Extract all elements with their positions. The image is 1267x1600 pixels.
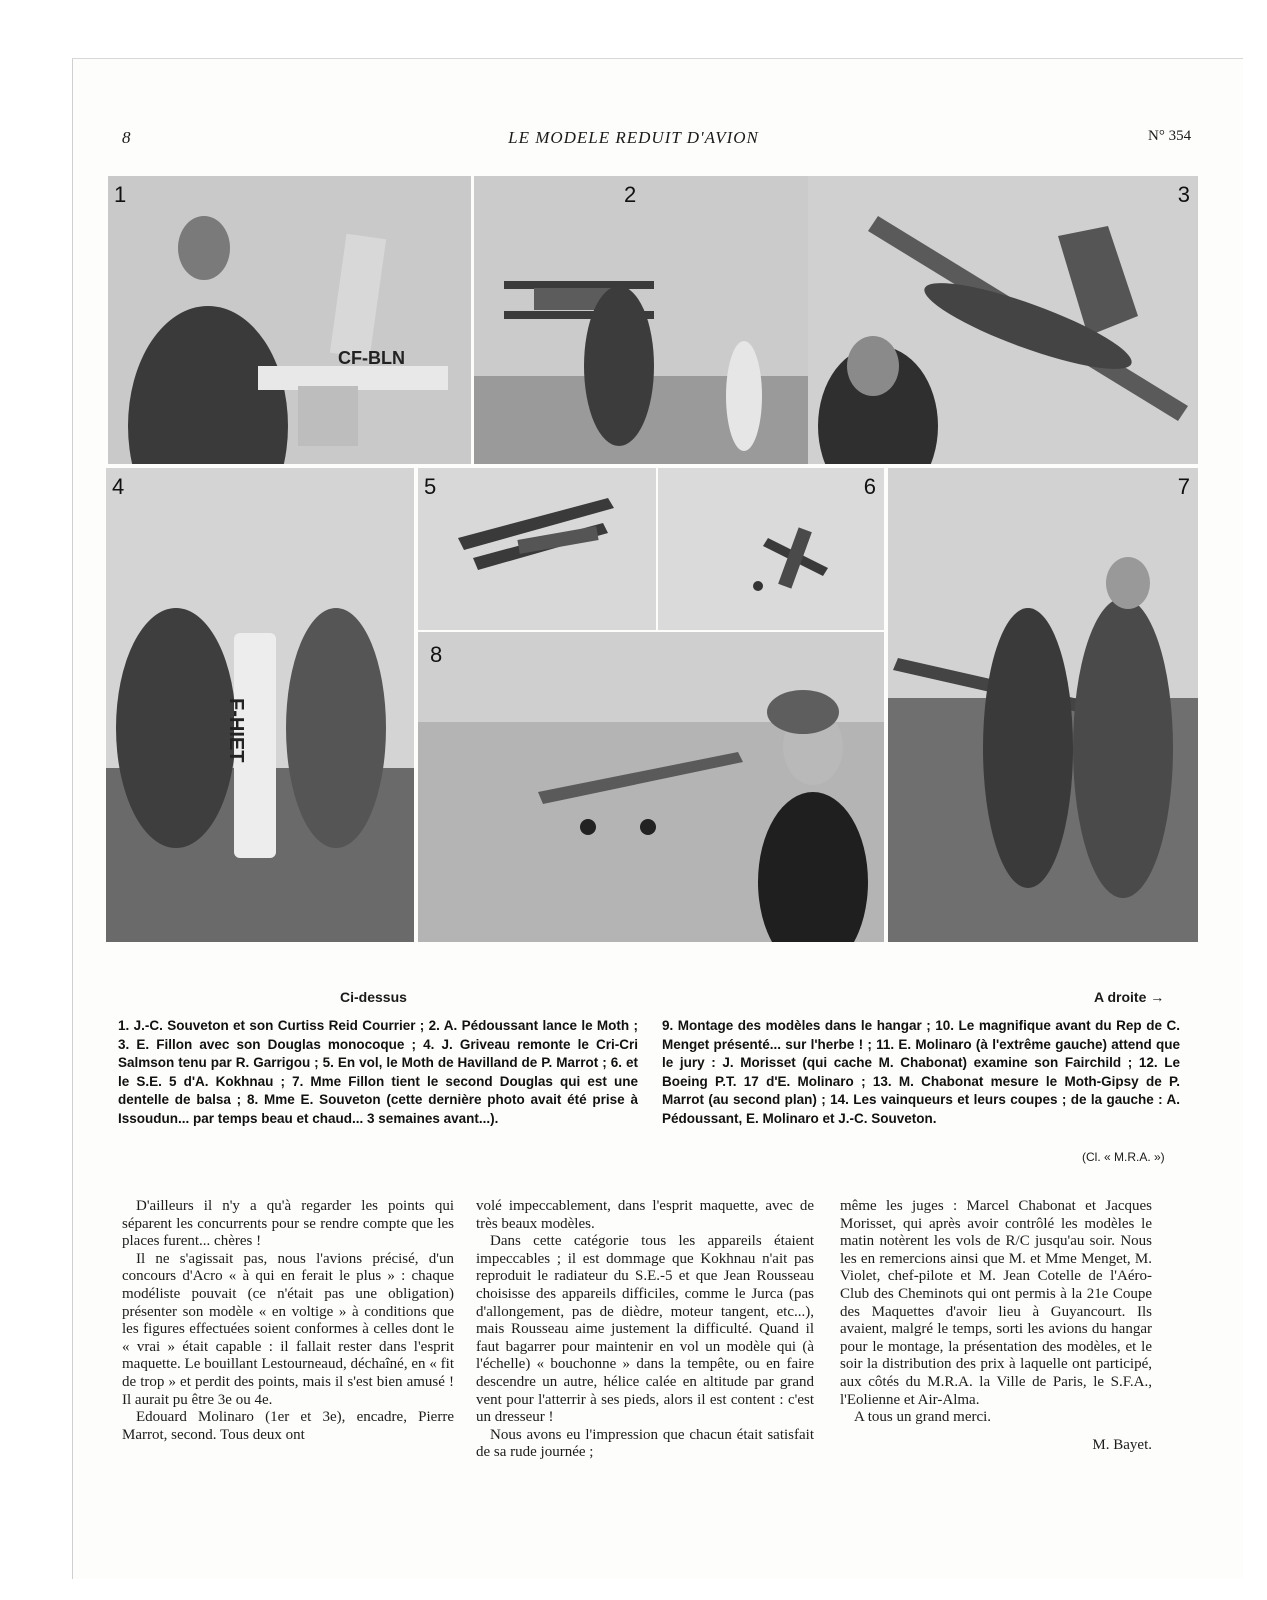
author-signature: M. Bayet. [1092,1436,1152,1453]
paragraph: Nous avons eu l'impression que chacun était satisfait de sa rude journée ; [476,1426,814,1461]
paragraph: A tous un grand merci. [854,1409,992,1426]
photo-4-number: 4 [112,474,125,499]
page-header [0,128,1267,152]
paragraph: Il ne s'agissait pas, nous l'avions précisé, d'un concours d'Acro « à qui en ferait le plus » : chaque modéliste pouvait (ce n'était pas une obligation) présenter son modèle « en voltige » à conditions que les figures effectuées soient conformes à celles dont le « vrai » était capable : il fallait rester dans l'esprit maquette. Le bouillant Lestourneaud, déchaîné, en « fit de trop » et perdit des points, mais il s'est bien amusé ! Il aurait pu être 3e ou 4e. [122,1250,454,1408]
caption-right: 9. Montage des modèles dans le hangar ; 10. Le magnifique avant du Rep de C. Menget présenté... sur l'herbe ! ; 11. E. Molinaro (à l'extrême gauche) attend que le jury : J. Morisset (qui cache M. Chabonat) examine son Fairchild ; 12. Le Boeing P.T. 17 d'E. Molinaro ; 13. M. Chabonat mesure le Moth-Gipsy de P. Marrot (au second plan) ; 14. Les vainqueurs et leurs coupes ; de la gauche : A. Pédoussant, E. Molinaro et J.-C. Souveton. [662,1018,1180,1126]
photo-credit: (Cl. « M.R.A. ») [1082,1150,1165,1164]
photo-6-image [658,468,884,630]
photo-5-number: 5 [424,474,437,499]
photo-6-number: 6 [863,474,876,499]
article-column-3 [840,1198,1152,1454]
caption-left: 1. J.-C. Souveton et son Curtiss Reid Courrier ; 2. A. Pédoussant lance le Moth ; 3. E. Fillon avec son Douglas monocoque ; 4. J. Griveau remonte le Cri-Cri Salmson tenu par R. Garrigou ; 5. En vol, le Moth de Havilland de P. Marrot ; 6. et le S.E. 5 d'A. Kokhnau ; 7. Mme Fillon tient le second Douglas qui est une dentelle de balsa ; 8. Mme E. Souveton (cette dernière photo avait été prise à Issoudun... par temps beau et chaud... 3 semaines avant...). [118,1018,638,1126]
photo-5-image [418,468,656,630]
photo-7 [888,468,1198,942]
photo-1 [108,176,471,464]
photo-4-registration: F-HIET [225,698,247,763]
caption-heading-right: A droite → [1094,989,1165,1005]
photo-7-number: 7 [1177,474,1190,499]
photo-1-registration: CF-BLN [338,348,405,368]
photo-1-image [108,176,471,464]
article-column-2 [476,1198,814,1462]
paragraph: volé impeccablement, dans l'esprit maquette, avec de très beaux modèles. [476,1198,814,1232]
photo-4 [106,468,414,942]
photo-5 [418,468,656,630]
photo-7-image [888,468,1198,942]
photo-2 [474,176,808,464]
paragraph: même les juges : Marcel Chabonat et Jacques Morisset, qui après avoir contrôlé les modèles le matin notèrent les vols de R/C jusqu'au soir. Nous les en remercions ainsi que M. et Mme Menget, M. Violet, chef-pilote et M. Jean Cotelle de l'Aéro-Club des Cheminots qui ont permis à la 21e Coupe des Maquettes d'avoir lieu à Guyancourt. Ils avaient, malgré le temps, sorti les avions du hangar pour le montage, la présentation des modèles, et le soir la distribution des prix à laquelle ont participé, aux côtés du M.R.A. la Ville de Paris, le S.F.A., l'Eolienne et Air-Alma. [840,1198,1152,1408]
photo-3-number: 3 [1177,182,1190,207]
photo-1-number: 1 [114,182,127,207]
paragraph: Edouard Molinaro (1er et 3e), encadre, Pierre Marrot, second. Tous deux ont [122,1409,454,1443]
photo-8 [418,632,884,942]
page-number: 8 [122,128,131,147]
paragraph: Dans cette catégorie tous les appareils étaient impeccables ; il est dommage que Kokhnau n'ait pas reproduit le radiateur du S.E.-5 et que Jean Rousseau choisisse des appareils difficiles, comme le Jurca (pas d'allongement, pas de dièdre, moteur tangent, etc...), mais Rousseau aime justement la difficulté. Quand il faut bagarrer pour maintenir en vol un modèle qui (à l'échelle) « bouchonne » dans la tempête, ou en faire descendre un autre, hélice calée en altitude par grand vent pour l'atterrir à ses pieds, alors il est content : c'est un dresseur ! [476,1233,814,1426]
photo-2-image [474,176,808,464]
photo-4-image [106,468,414,942]
caption-heading-left: Ci-dessus [340,989,407,1005]
photo-8-image [418,632,884,942]
photo-2-number: 2 [624,182,637,207]
paragraph: D'ailleurs il n'y a qu'à regarder les points qui séparent les concurrents pour se rendre compte que les places furent... chères ! [122,1198,454,1250]
photo-6 [658,468,884,630]
photo-3-image [808,176,1198,464]
magazine-title: LE MODELE REDUIT D'AVION [508,128,759,147]
issue-number: N° 354 [1148,128,1192,144]
photo-8-number: 8 [430,642,443,667]
article-column-1 [122,1198,454,1444]
photo-3 [808,176,1198,464]
